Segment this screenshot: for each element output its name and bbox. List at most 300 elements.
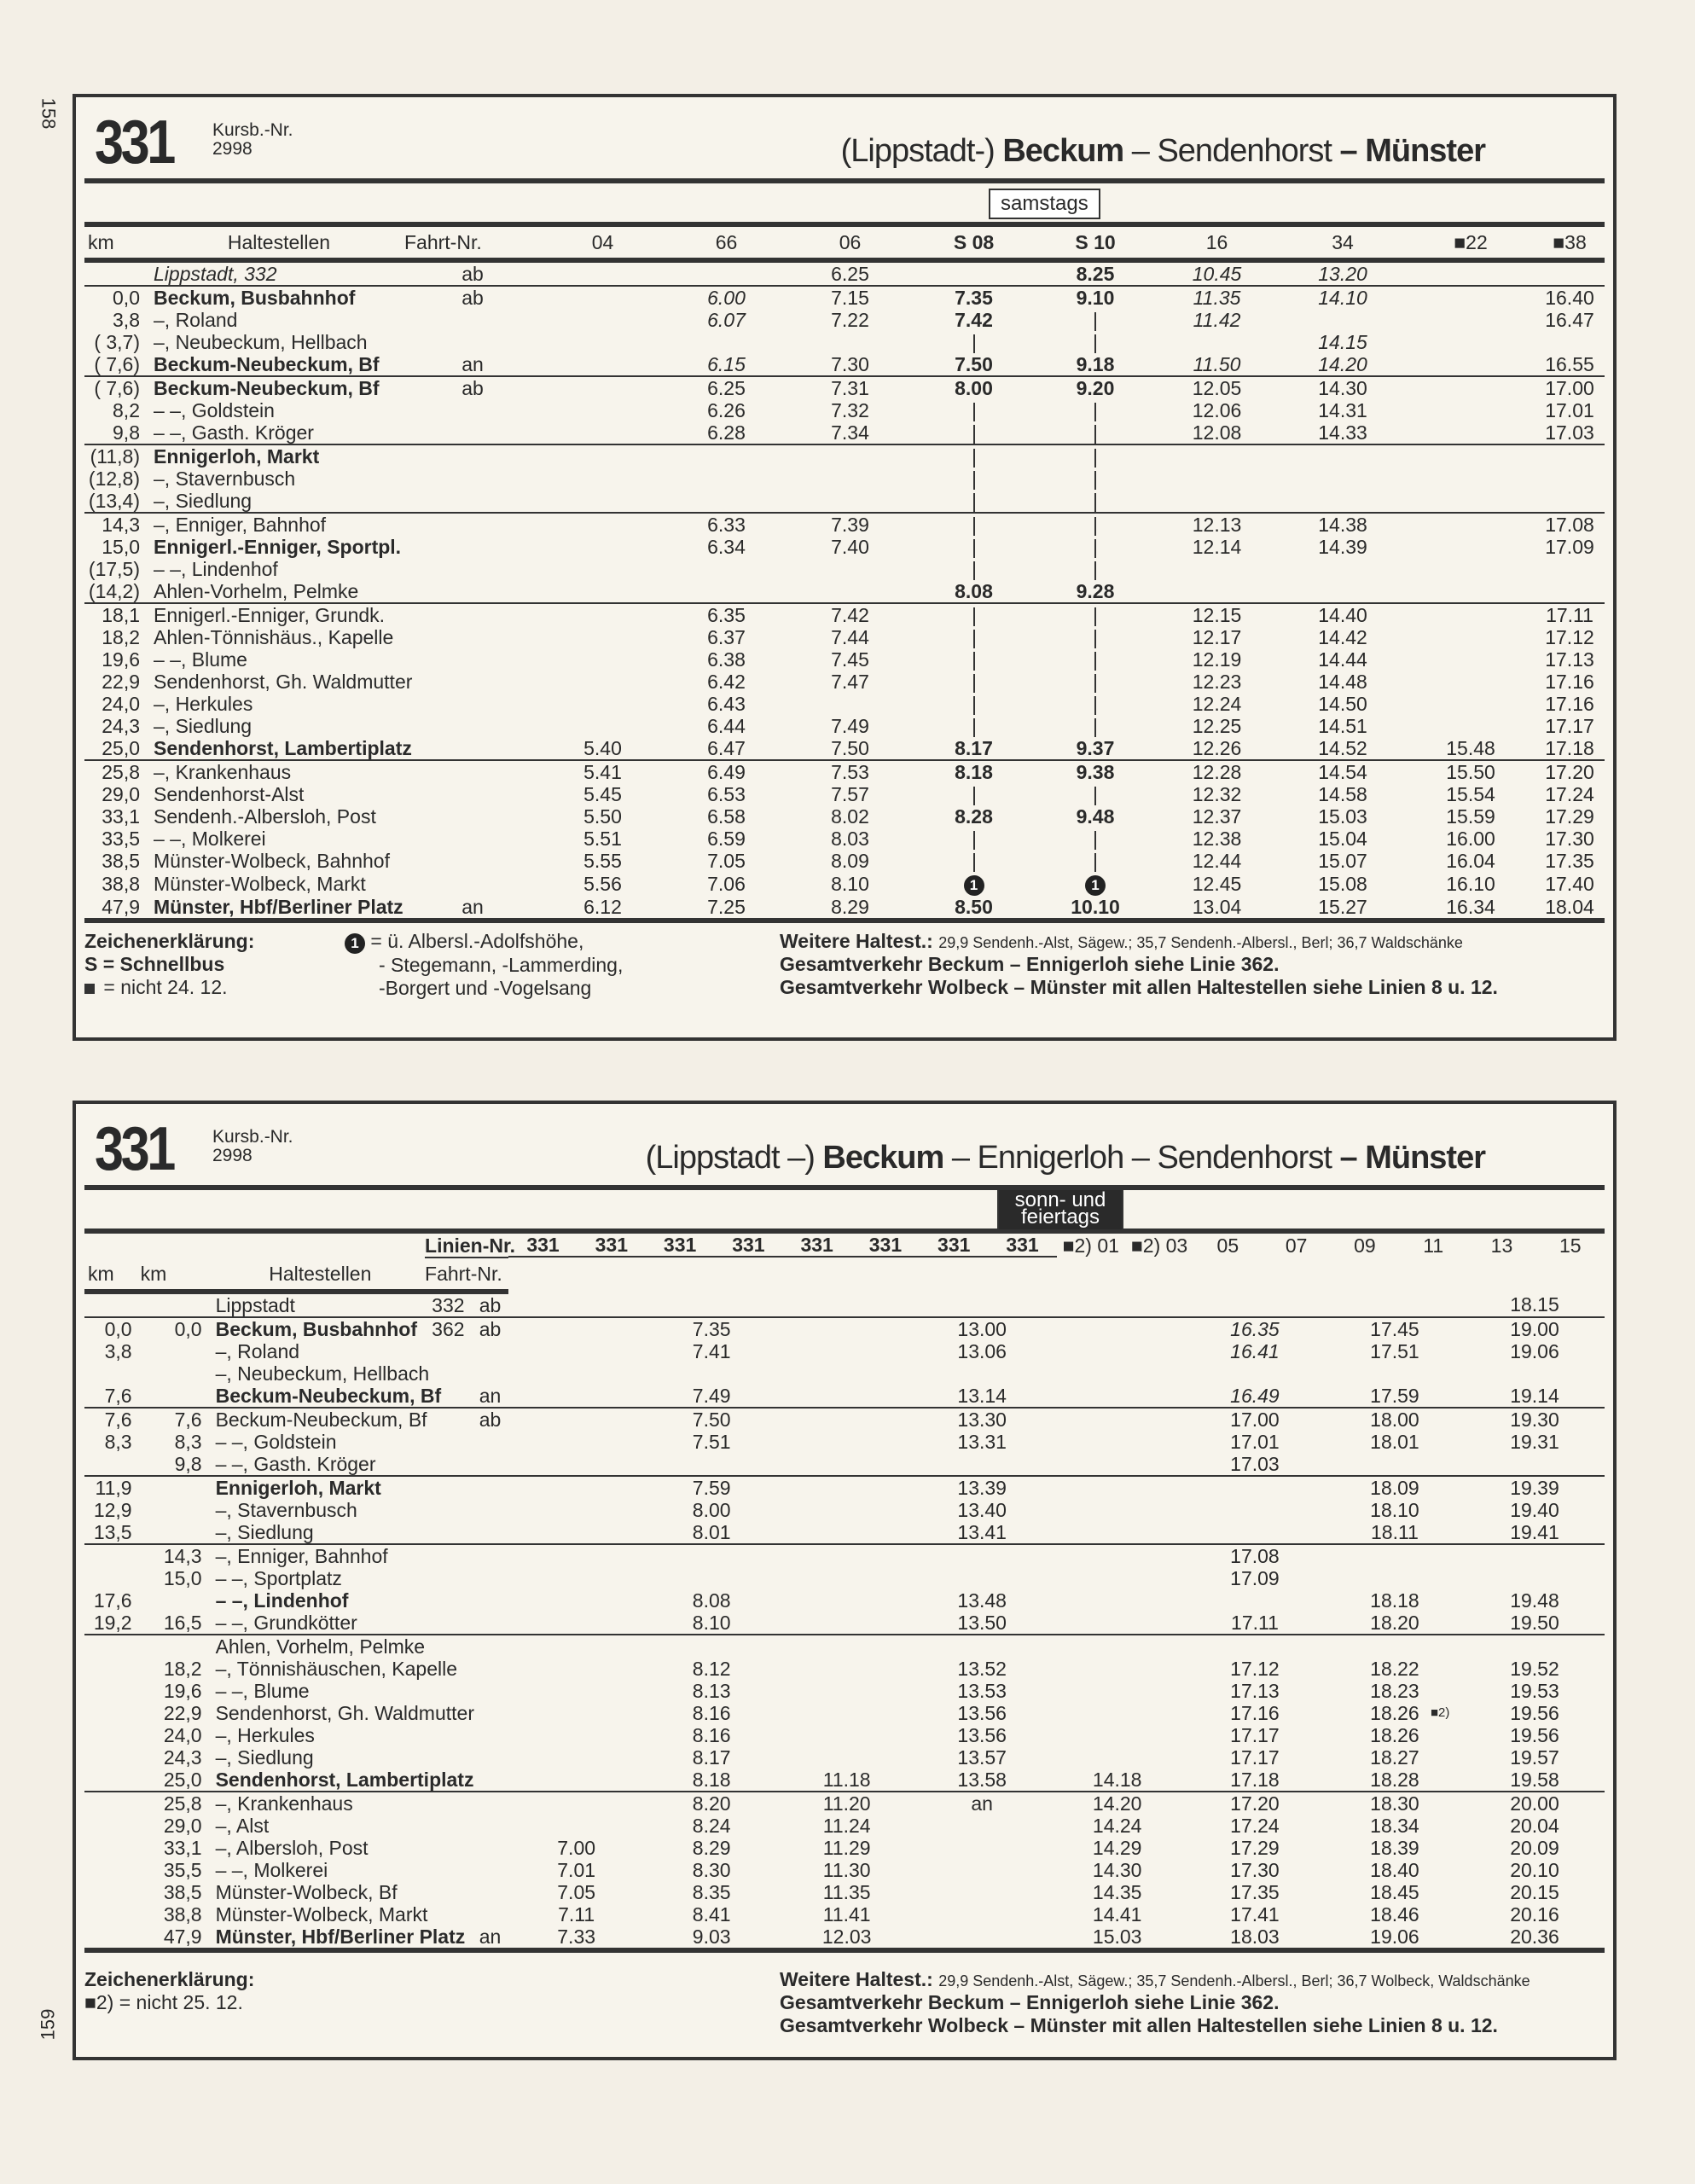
time-cell: 8.02	[831, 805, 869, 828]
time-cell: 12.28	[1155, 760, 1279, 783]
km1-cell: 11,9	[84, 1476, 141, 1499]
arrival-departure-marker	[472, 1635, 509, 1658]
circle-text-1: = ü. Albersl.-Adolfshöhe,	[370, 930, 584, 952]
km1-cell	[84, 1837, 141, 1859]
time-cell	[1407, 558, 1535, 580]
circle-one-icon: 1	[964, 875, 984, 896]
reference-line	[425, 1521, 472, 1544]
km1-cell	[84, 1792, 141, 1815]
stop-name: –, Albersloh, Post	[215, 1837, 369, 1859]
reference-line	[425, 1680, 472, 1702]
time-cell: 17.08	[1185, 1544, 1325, 1567]
time-cell	[912, 421, 1036, 444]
time-cell	[1407, 468, 1535, 490]
time-cell	[665, 331, 788, 353]
time-cell	[541, 376, 665, 399]
time-cell	[508, 1589, 644, 1612]
stop-name: Lippstadt	[215, 1294, 295, 1316]
time-cell	[508, 1385, 644, 1408]
time-cell	[1407, 693, 1535, 715]
time-cell	[914, 1362, 1050, 1385]
time-cell: 6.15	[707, 353, 746, 375]
time-cell	[508, 1340, 644, 1362]
time-cell: 14.40	[1279, 603, 1407, 626]
time-cell	[1279, 490, 1407, 513]
time-cell: 6.12	[541, 896, 665, 921]
time-cell	[508, 1769, 644, 1792]
time-cell: 17.30	[1230, 1859, 1280, 1881]
time-cell	[912, 828, 1036, 850]
time-cell: 13.20	[1318, 263, 1367, 285]
time-cell: 19.41	[1510, 1521, 1559, 1543]
arrival-departure-marker	[472, 1362, 509, 1385]
time-cell	[1535, 468, 1605, 490]
time-cell: 17.13	[1230, 1680, 1280, 1702]
km2-cell: 25,0	[163, 1769, 202, 1791]
time-cell: 12.15	[1155, 603, 1279, 626]
time-cell	[1049, 1317, 1185, 1340]
time-cell	[1049, 1340, 1185, 1362]
time-cell	[788, 580, 912, 603]
time-cell: 17.29	[1545, 805, 1594, 828]
line-number-header: 331	[508, 1234, 577, 1257]
time-cell: 7.47	[831, 671, 869, 693]
time-cell	[1407, 444, 1535, 468]
time-cell: 8.10	[831, 873, 869, 895]
time-cell: 8.18	[692, 1769, 731, 1791]
time-cell: 7.32	[831, 399, 869, 421]
time-cell: 11.35	[822, 1881, 871, 1903]
time-cell: 18.09	[1325, 1476, 1465, 1499]
km1-cell	[84, 1635, 141, 1658]
time-cell: 19.31	[1510, 1431, 1559, 1453]
route-line	[973, 831, 975, 850]
km1-cell	[84, 1362, 141, 1385]
stop-name: – –, Lindenhof	[215, 1589, 349, 1612]
reference-line	[425, 1408, 472, 1431]
route-line	[1094, 718, 1096, 737]
sunday-table	[84, 1234, 1605, 1953]
time-cell: 14.58	[1318, 783, 1367, 805]
gesamt-note-1: Gesamtverkehr Beckum – Ennigerloh siehe Linie 362.	[780, 1991, 1280, 2013]
time-cell: 17.24	[1230, 1815, 1280, 1837]
time-cell	[665, 468, 788, 490]
km2-cell: 33,1	[163, 1837, 202, 1859]
time-cell	[1185, 1635, 1325, 1658]
time-cell: 8.09	[831, 850, 869, 872]
time-cell: 16.49	[1230, 1385, 1280, 1407]
time-cell: 16.10	[1446, 873, 1495, 895]
legend	[84, 1968, 254, 2014]
time-cell	[665, 490, 788, 513]
time-cell	[1407, 399, 1535, 421]
page-number-top: 158	[38, 97, 60, 130]
time-cell	[1535, 444, 1605, 468]
linien-header: Linien-Nr.	[425, 1234, 516, 1257]
time-cell: 8.00	[692, 1499, 731, 1521]
arrival-departure-marker	[472, 1431, 509, 1453]
table-row	[84, 1859, 1605, 1881]
time-cell: 9.37	[1076, 737, 1115, 759]
time-cell: 13.57	[957, 1746, 1007, 1769]
km-cell: 0,0	[84, 286, 148, 309]
time-cell: 13.48	[957, 1589, 1007, 1612]
stop-name: Beckum-Neubeckum, Bf	[211, 1408, 425, 1431]
route-line	[1094, 312, 1096, 331]
time-cell: 11.24	[822, 1815, 871, 1837]
time-cell	[1049, 1499, 1185, 1521]
time-cell: 6.38	[707, 648, 746, 671]
stop-name: –, Neubeckum, Hellbach	[154, 331, 368, 353]
arrival-departure-marker	[404, 580, 541, 603]
arrival-departure-marker	[404, 626, 541, 648]
time-cell	[1036, 490, 1155, 513]
time-cell	[1049, 1567, 1185, 1589]
time-cell: 14.29	[1092, 1837, 1142, 1859]
km1-cell	[84, 1769, 141, 1792]
time-cell	[912, 693, 1036, 715]
reference-line: 332	[432, 1294, 465, 1316]
time-cell	[1049, 1362, 1185, 1385]
time-cell: 14.15	[1318, 331, 1367, 353]
time-cell: 20.36	[1465, 1926, 1605, 1950]
time-cell	[508, 1792, 644, 1815]
table-row	[84, 1476, 1605, 1499]
time-cell	[1036, 828, 1155, 850]
kursbuch-value: 2998	[212, 139, 253, 159]
table-row	[84, 1926, 1605, 1950]
km2-cell: 24,0	[163, 1724, 202, 1746]
time-cell	[1049, 1589, 1185, 1612]
time-cell: 6.35	[665, 603, 788, 626]
time-cell	[788, 444, 912, 468]
time-cell: 9.18	[1076, 353, 1115, 375]
time-cell: 8.16	[692, 1702, 731, 1724]
time-cell	[912, 626, 1036, 648]
time-cell	[508, 1658, 644, 1680]
time-cell	[1407, 626, 1535, 648]
time-cell	[644, 1635, 780, 1658]
time-cell: 8.16	[692, 1724, 731, 1746]
time-cell: 11.41	[822, 1903, 871, 1926]
km2-cell: 22,9	[163, 1702, 202, 1724]
time-cell: 5.50	[583, 805, 622, 828]
time-cell	[541, 353, 665, 376]
reference-line	[425, 1612, 472, 1635]
time-cell: 12.37	[1192, 805, 1242, 828]
time-cell: 7.31	[788, 376, 912, 399]
table-row	[84, 1746, 1605, 1769]
time-cell: 18.27	[1370, 1746, 1419, 1769]
stop-name: Ennigerloh, Markt	[211, 1476, 425, 1499]
arrival-departure-marker	[404, 850, 541, 872]
km-cell: 15,0	[102, 536, 140, 558]
time-cell: 13.04	[1155, 896, 1279, 921]
time-cell: 14.30	[1092, 1859, 1142, 1881]
km2-cell	[141, 1476, 211, 1499]
time-cell: 14.30	[1279, 376, 1407, 399]
arrival-departure-marker	[404, 737, 541, 760]
stops-header: Haltestellen	[148, 227, 404, 260]
arrival-departure-marker	[404, 693, 541, 715]
arrival-departure-marker: ab	[479, 1294, 502, 1316]
route-destination: Münster	[1365, 133, 1485, 169]
time-cell: 17.16	[1230, 1702, 1280, 1724]
time-cell	[779, 1589, 914, 1612]
time-cell	[1465, 1362, 1605, 1385]
time-cell: 12.08	[1192, 421, 1242, 444]
time-cell	[1049, 1453, 1185, 1476]
km1-cell: 8,3	[104, 1431, 132, 1453]
trip-header: 05	[1216, 1234, 1239, 1257]
time-cell	[1049, 1702, 1185, 1724]
time-cell	[1049, 1612, 1185, 1635]
time-cell: 20.04	[1510, 1815, 1559, 1837]
arrival-departure-marker	[404, 603, 541, 626]
time-cell: 17.30	[1545, 828, 1594, 850]
route-line	[973, 607, 975, 626]
time-cell	[1036, 648, 1155, 671]
time-cell	[779, 1453, 914, 1476]
time-cell	[1155, 580, 1279, 603]
kursbuch-number	[212, 1128, 293, 1165]
weitere-label: Weitere Haltest.:	[780, 930, 933, 952]
table-row	[84, 513, 1605, 536]
sunday-timetable	[73, 1101, 1617, 2060]
time-cell	[1465, 1567, 1605, 1589]
route-line	[973, 425, 975, 444]
time-cell: 17.40	[1545, 873, 1594, 895]
table-row	[84, 648, 1605, 671]
time-cell: 20.10	[1510, 1859, 1559, 1881]
time-cell: 7.05	[557, 1881, 596, 1903]
line-number-header: 331	[988, 1234, 1056, 1257]
route-line	[1094, 652, 1096, 671]
table-row	[84, 828, 1605, 850]
column-header-row	[84, 227, 1605, 260]
arrival-departure-marker	[404, 444, 541, 468]
time-cell: 10.10	[1036, 896, 1155, 921]
time-cell	[1049, 1680, 1185, 1702]
time-cell	[1325, 1544, 1465, 1567]
time-cell	[1407, 671, 1535, 693]
time-cell	[1036, 872, 1155, 896]
km-cell: 38,8	[102, 873, 140, 895]
time-cell	[1036, 558, 1155, 580]
line-number: 331	[95, 1115, 173, 1183]
time-cell: 17.35	[1230, 1881, 1280, 1903]
time-cell	[1279, 309, 1407, 331]
time-cell: 14.41	[1092, 1903, 1142, 1926]
km2-header: km	[141, 1258, 211, 1292]
table-row	[84, 353, 1605, 376]
time-cell	[779, 1499, 914, 1521]
arrival-departure-marker	[472, 1453, 509, 1476]
route-line	[973, 853, 975, 872]
km1-cell	[84, 1724, 141, 1746]
route-destination: Münster	[1365, 1140, 1485, 1176]
time-cell: 14.10	[1279, 286, 1407, 309]
time-cell	[1049, 1635, 1185, 1658]
route-line	[1094, 561, 1096, 580]
time-cell: 7.42	[955, 309, 993, 331]
arrival-departure-marker	[472, 1499, 509, 1521]
kursbuch-label: Kursb.-Nr.	[212, 1127, 293, 1147]
arrival-departure-marker	[404, 331, 541, 353]
time-cell	[665, 558, 788, 580]
time-cell: an	[914, 1792, 1050, 1815]
table-row	[84, 1769, 1605, 1792]
time-cell	[1036, 536, 1155, 558]
stop-name: –, Alst	[215, 1815, 270, 1837]
arrival-departure-marker	[404, 648, 541, 671]
time-cell	[541, 513, 665, 536]
time-cell	[1049, 1292, 1185, 1317]
time-cell: 6.53	[707, 783, 746, 805]
time-cell: 7.33	[508, 1926, 644, 1950]
time-cell: 12.14	[1192, 536, 1242, 558]
weitere-text: 29,9 Sendenh.-Alst, Sägew.; 35,7 Sendenh.-Albersl., Berl; 36,7 Waldschänke	[938, 934, 1463, 951]
line-number-header: 331	[783, 1234, 851, 1257]
time-cell: 15.03	[1318, 805, 1367, 828]
time-cell	[912, 715, 1036, 737]
time-cell	[1155, 490, 1279, 513]
time-cell	[1049, 1658, 1185, 1680]
route-line	[1094, 674, 1096, 693]
time-cell: 13.41	[957, 1521, 1007, 1543]
time-cell	[788, 693, 912, 715]
time-cell: 18.22	[1370, 1658, 1419, 1680]
time-cell: 19.52	[1510, 1658, 1559, 1680]
time-cell	[1036, 513, 1155, 536]
trip-header: 13	[1490, 1234, 1513, 1257]
km-cell	[84, 260, 148, 286]
time-cell: 13.30	[914, 1408, 1050, 1431]
km-cell: (12,8)	[88, 468, 140, 490]
time-cell: 14.51	[1318, 715, 1367, 737]
time-cell: 19.50	[1510, 1612, 1559, 1634]
stop-name: Münster-Wolbeck, Bf	[215, 1881, 398, 1903]
stop-name: Ahlen-Tönnishäus., Kapelle	[154, 626, 394, 648]
line-number-header: 331	[578, 1234, 646, 1257]
time-cell	[1185, 1362, 1325, 1385]
trip-header: 09	[1354, 1234, 1376, 1257]
saturday-footer	[84, 930, 1605, 1007]
time-cell: 16.55	[1545, 353, 1594, 375]
time-cell	[788, 331, 912, 353]
arrival-departure-marker	[404, 468, 541, 490]
table-row	[84, 1680, 1605, 1702]
stop-name: Sendenhorst-Alst	[154, 783, 305, 805]
time-cell	[788, 490, 912, 513]
time-cell	[788, 468, 912, 490]
time-cell: 13.56	[957, 1724, 1007, 1746]
reference-line	[425, 1859, 472, 1881]
time-cell: 12.24	[1192, 693, 1242, 715]
table-row	[84, 1340, 1605, 1362]
time-cell: 14.48	[1318, 671, 1367, 693]
time-cell	[912, 260, 1036, 286]
time-cell	[1407, 536, 1535, 558]
time-cell	[1155, 468, 1279, 490]
time-cell: 7.22	[831, 309, 869, 331]
time-cell	[1535, 558, 1605, 580]
arrival-departure-marker	[472, 1881, 509, 1903]
time-cell	[541, 286, 665, 309]
km-cell: 22,9	[102, 671, 140, 693]
time-cell	[1036, 715, 1155, 737]
time-cell	[541, 399, 665, 421]
time-cell	[1279, 444, 1407, 468]
gesamt-note-2: Gesamtverkehr Wolbeck – Münster mit allen Haltestellen siehe Linien 8 u. 12.	[780, 976, 1498, 998]
time-cell: 12.26	[1192, 737, 1242, 759]
route-line	[1094, 425, 1096, 444]
table-row	[84, 715, 1605, 737]
stop-name: Beckum-Neubeckum, Bf	[154, 353, 380, 375]
table-row	[84, 1881, 1605, 1903]
time-cell: 11.18	[822, 1769, 871, 1791]
trip-header: 06	[788, 227, 912, 260]
km2-cell: 35,5	[163, 1859, 202, 1881]
time-cell: 5.55	[583, 850, 622, 872]
route-line	[1094, 853, 1096, 872]
time-cell: 7.40	[831, 536, 869, 558]
time-cell: 12.03	[779, 1926, 914, 1950]
stop-name: – –, Goldstein	[215, 1431, 337, 1453]
table-row	[84, 850, 1605, 872]
reference-line	[425, 1431, 472, 1453]
time-cell: 20.15	[1510, 1881, 1559, 1903]
time-cell: 17.35	[1545, 850, 1594, 872]
reference-line	[425, 1499, 472, 1521]
time-cell	[1036, 693, 1155, 715]
km-cell: (17,5)	[88, 558, 140, 580]
time-cell	[1407, 715, 1535, 737]
time-cell: 14.52	[1318, 737, 1367, 759]
route-line	[973, 630, 975, 648]
time-cell	[1279, 558, 1407, 580]
km2-cell: 9,8	[174, 1453, 202, 1475]
time-cell: 13.56	[957, 1702, 1007, 1724]
km-cell: 3,8	[113, 309, 140, 331]
km1-cell: 17,6	[93, 1589, 132, 1612]
time-cell	[644, 1567, 780, 1589]
time-cell	[779, 1680, 914, 1702]
time-cell: 14.42	[1318, 626, 1367, 648]
table-row	[84, 1362, 1605, 1385]
route-line	[1094, 539, 1096, 558]
saturday-table	[84, 227, 1605, 923]
reference-line	[425, 1589, 472, 1612]
arrival-departure-marker	[404, 421, 541, 444]
km-cell: 33,1	[102, 805, 140, 828]
trip-header: 34	[1279, 227, 1407, 260]
time-cell: 6.42	[707, 671, 746, 693]
route-line	[973, 787, 975, 805]
stop-name: Beckum, Busbahnhof	[148, 286, 404, 309]
time-cell: 9.38	[1036, 760, 1155, 783]
route-title	[841, 133, 1485, 170]
trip-header: S 08	[912, 227, 1036, 260]
arrival-departure-marker: ab	[404, 286, 541, 309]
time-cell: 11.29	[822, 1837, 871, 1859]
km2-cell	[141, 1521, 211, 1544]
route-line	[973, 517, 975, 536]
time-cell: 13.39	[914, 1476, 1050, 1499]
time-cell: 18.40	[1370, 1859, 1419, 1881]
time-cell: 17.01	[1545, 399, 1594, 421]
arrival-departure-marker: an	[461, 353, 484, 375]
